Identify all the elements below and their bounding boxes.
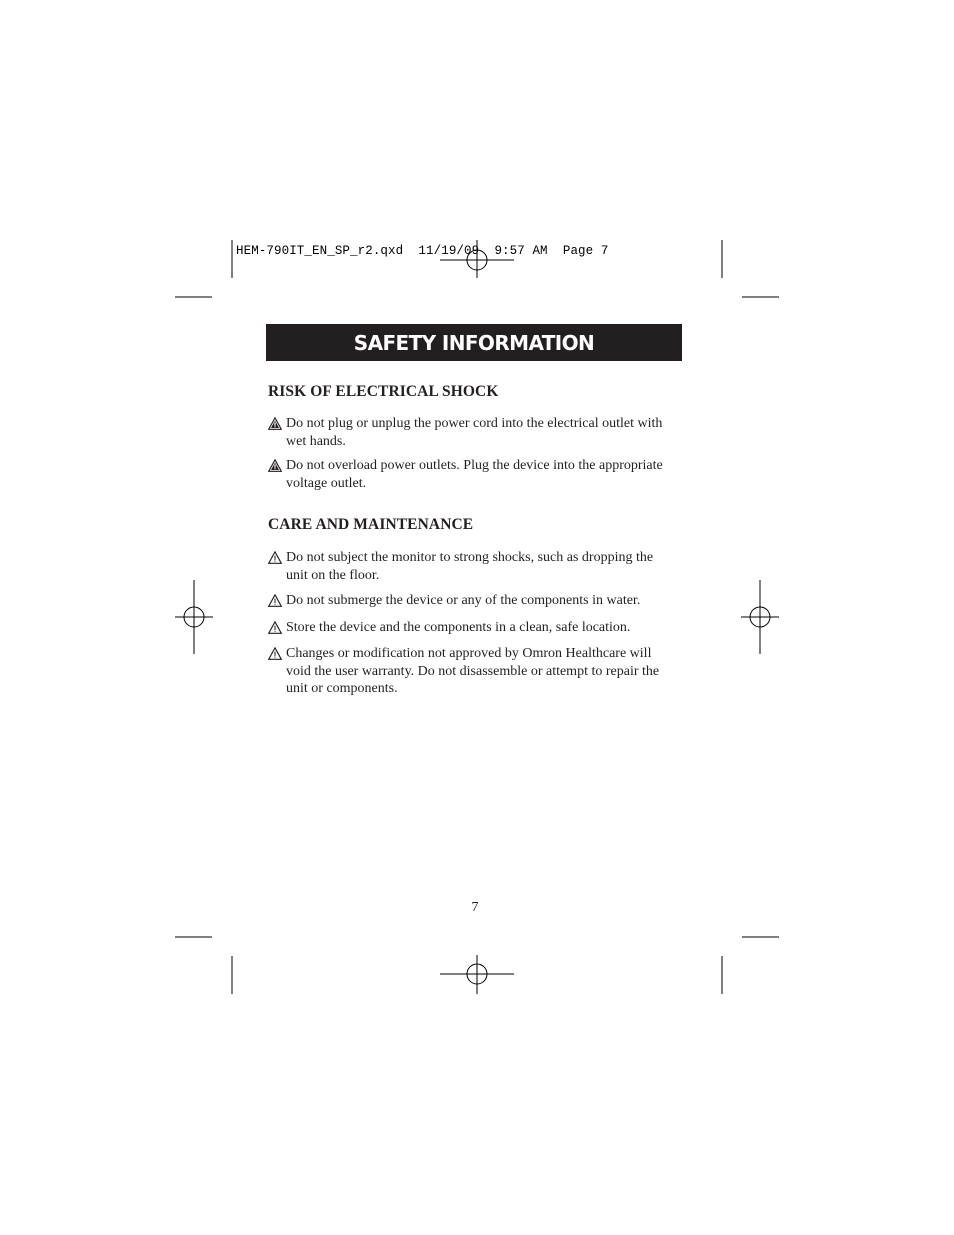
list-item bbox=[268, 549, 678, 584]
list-item-text: Store the device and the components in a clean, safe location. bbox=[286, 620, 631, 635]
registration-mark-right bbox=[741, 580, 779, 654]
registration-mark-bottom bbox=[440, 955, 514, 994]
list-item-text: Do not overload power outlets. Plug the device into the appropriate voltage outlet. bbox=[286, 458, 663, 491]
list-item bbox=[268, 645, 678, 698]
list-item bbox=[268, 457, 678, 492]
warning-triangle-icon bbox=[268, 459, 282, 472]
list-item-text: Do not submerge the device or any of the components in water. bbox=[286, 593, 641, 608]
section-title-banner bbox=[266, 324, 682, 361]
list-item-text: Do not plug or unplug the power cord into the electrical outlet with wet hands. bbox=[286, 416, 663, 449]
list-item-text: Do not subject the monitor to strong shocks, such as dropping the unit on the floor. bbox=[286, 550, 654, 583]
list-item-text: Changes or modification not approved by Omron Healthcare will void the user warranty. Do not disassemble or attempt to repair the unit or components. bbox=[286, 646, 660, 696]
page-number: 7 bbox=[471, 900, 479, 915]
section-heading-electrical-shock: RISK OF ELECTRICAL SHOCK bbox=[268, 383, 499, 400]
warning-outline-icon bbox=[268, 594, 282, 607]
warning-outline-icon bbox=[268, 551, 282, 564]
page-title: SAFETY INFORMATION bbox=[353, 330, 595, 355]
section-heading-care-maintenance: CARE AND MAINTENANCE bbox=[268, 516, 474, 533]
registration-mark-top bbox=[440, 240, 514, 278]
warning-outline-icon bbox=[268, 621, 282, 634]
registration-mark-left bbox=[175, 580, 213, 654]
list-item bbox=[268, 619, 678, 637]
list-item bbox=[268, 592, 678, 610]
printer-slug: HEM-790IT_EN_SP_r2.qxd 11/19/09 9:57 AM Page 7 bbox=[236, 244, 609, 258]
list-item bbox=[268, 415, 678, 450]
warning-outline-icon bbox=[268, 647, 282, 660]
warning-triangle-icon bbox=[268, 417, 282, 430]
